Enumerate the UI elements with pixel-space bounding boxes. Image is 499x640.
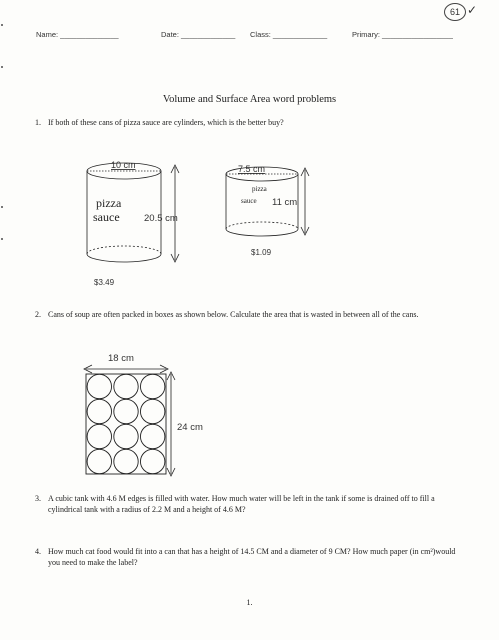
small-can-diameter: 7.5 cm: [238, 164, 266, 174]
question-number: 3.: [35, 494, 41, 503]
can-grid: [87, 374, 165, 473]
grade-mark: [444, 3, 466, 21]
question-text: How much cat food would fit into a can that has a height of 14.5 CM and a diameter of 9 CM? How much paper (in cm²)would you need to make the label?: [48, 547, 456, 567]
big-can-height: 20.5 cm: [144, 213, 178, 224]
grade-value: 61: [449, 7, 460, 17]
big-can-label-1: pizza: [96, 196, 122, 210]
name-field[interactable]: Name: ______________: [36, 30, 119, 39]
check-icon: ✓: [467, 3, 478, 17]
primary-field[interactable]: Primary: _________________: [352, 30, 453, 39]
small-can-height: 11 cm: [272, 197, 298, 208]
can-circle: [114, 449, 138, 473]
date-field[interactable]: Date: _____________: [161, 30, 236, 39]
can-circle: [87, 374, 111, 398]
can-circle: [114, 399, 138, 423]
can-circle: [140, 399, 164, 423]
question-text: A cubic tank with 4.6 M edges is filled with water. How much water will be left in the tank if some is drained off to fill a cylindrical tank with a radius of 2.2 M and a height of 4.6 M?: [48, 494, 435, 514]
box-height-label: 24 cm: [177, 422, 203, 433]
figure-can-box: [0, 350, 499, 480]
scan-speck: [1, 24, 3, 26]
can-circle: [140, 449, 164, 473]
small-can-price: $1.09: [251, 248, 272, 257]
big-can-label-2: sauce: [93, 210, 120, 224]
question-3: [35, 494, 465, 515]
class-field[interactable]: Class: _____________: [250, 30, 328, 39]
can-circle: [140, 374, 164, 398]
question-number: 1.: [35, 118, 41, 127]
worksheet-title: Volume and Surface Area word problems: [162, 94, 337, 105]
question-number: 4.: [35, 547, 41, 556]
question-text: If both of these cans of pizza sauce are cylinders, which is the better buy?: [48, 118, 284, 127]
small-can-label-1: pizza: [252, 185, 267, 193]
box-width-label: 18 cm: [108, 353, 134, 364]
can-circle: [140, 424, 164, 448]
question-text: Cans of soup are often packed in boxes as shown below. Calculate the area that is wasted in between all of the cans.: [48, 310, 419, 319]
can-circle: [87, 424, 111, 448]
can-circle: [87, 399, 111, 423]
question-1: [35, 118, 465, 129]
question-2: [35, 310, 465, 321]
can-circle: [114, 374, 138, 398]
width-arrow: [84, 365, 168, 373]
height-arrow: [167, 372, 175, 476]
can-circle: [114, 424, 138, 448]
can-circle: [87, 449, 111, 473]
small-can-label-2: sauce: [241, 197, 257, 205]
question-number: 2.: [35, 310, 41, 319]
big-can-diameter: 10 cm: [111, 160, 136, 170]
question-4: [35, 547, 465, 568]
scan-speck: [1, 66, 3, 68]
figure-cans: [0, 140, 499, 300]
big-can-price: $3.49: [94, 278, 115, 287]
page-number: 1.: [246, 598, 253, 607]
